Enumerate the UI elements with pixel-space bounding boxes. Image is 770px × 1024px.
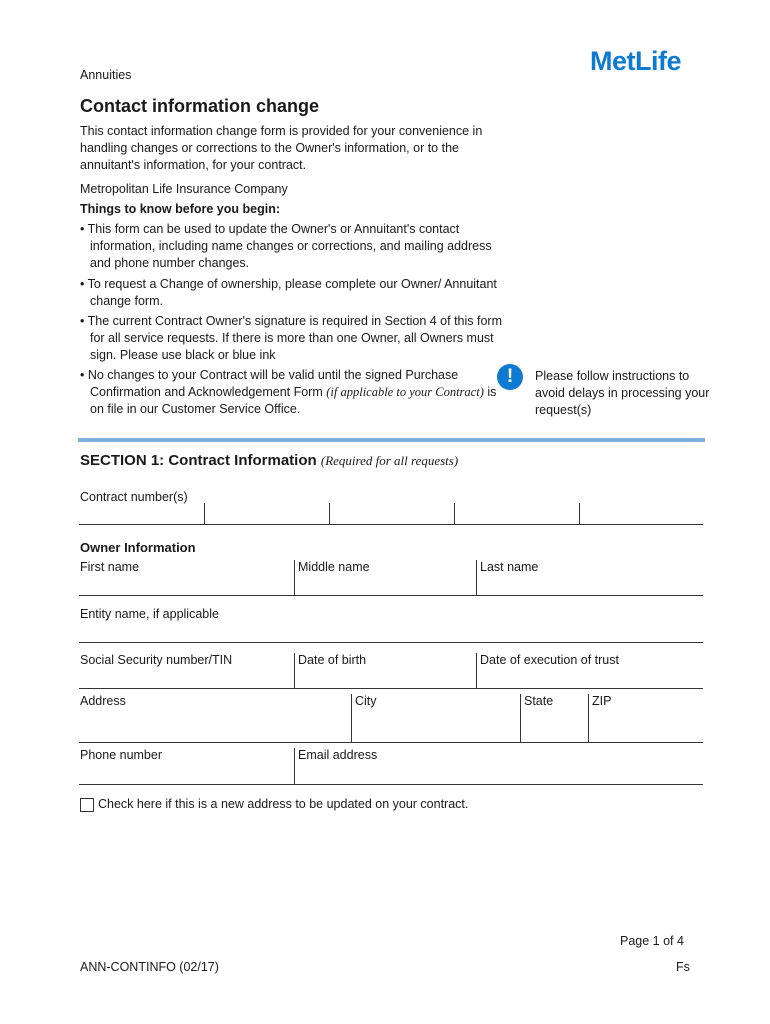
address-field[interactable]: [79, 712, 349, 742]
field-divider: [294, 560, 295, 595]
bullet-validity: [80, 367, 505, 418]
section1-note: (Required for all requests): [320, 453, 459, 468]
ssn-label: Social Security number/TIN: [80, 653, 233, 667]
contract-divider: [329, 503, 330, 524]
contract-divider: [204, 503, 205, 524]
contract-numbers-label: Contract number(s): [80, 490, 188, 504]
field-divider: [588, 694, 589, 742]
bullet-signature: • The current Contract Owner's signature is required in Section 4 of this form for all service requests. If there is more than one Owner, all Owners must sign. Please use black or blue ink: [80, 314, 502, 362]
company-name: Metropolitan Life Insurance Company: [80, 182, 288, 196]
contract-numbers-field[interactable]: [79, 502, 703, 524]
things-heading: Things to know before you begin:: [80, 202, 280, 216]
bullet-update-info: • This form can be used to update the Owner's or Annuitant's contact information, including name changes or corrections, and mailing address and phone number changes.: [80, 222, 492, 270]
middle-name-label: Middle name: [298, 560, 370, 574]
intro-text: This contact information change form is provided for your convenience in handling changes or corrections to the Owner's information, or to the annuitant's information, for your contract.: [80, 124, 483, 172]
exclamation-icon: !: [497, 364, 523, 390]
entity-name-label: Entity name, if applicable: [80, 607, 219, 621]
entity-name-field[interactable]: [79, 622, 703, 642]
address-row-underline: [79, 742, 703, 743]
bullet-validity-after: is on file in our Customer Service Office.: [90, 385, 497, 416]
bullet-change-ownership: • To request a Change of ownership, please complete our Owner/ Annuitant change form.: [80, 277, 497, 308]
section-divider: [78, 438, 705, 442]
owner-info-heading: Owner Information: [80, 540, 196, 555]
section1-title: [80, 452, 458, 469]
new-address-checkbox[interactable]: [80, 798, 94, 812]
section1-title-text: SECTION 1: Contract Information: [80, 452, 317, 469]
entity-row-underline: [79, 642, 703, 643]
city-label: City: [355, 694, 377, 708]
bullet-validity-before: • No changes to your Contract will be valid until the signed Purchase Confirmation and Acknowledgement Form: [80, 368, 459, 399]
field-divider: [351, 694, 352, 742]
last-name-field[interactable]: [478, 575, 703, 595]
form-code: Fs: [676, 960, 690, 974]
field-divider: [520, 694, 521, 742]
phone-row-underline: [79, 784, 703, 785]
zip-field[interactable]: [590, 712, 703, 742]
field-divider: [476, 560, 477, 595]
field-divider: [294, 748, 295, 784]
form-id: ANN-CONTINFO (02/17): [80, 960, 219, 974]
zip-label: ZIP: [592, 694, 612, 708]
dob-label: Date of birth: [298, 653, 367, 667]
email-field[interactable]: [296, 764, 703, 784]
contract-divider: [579, 503, 580, 524]
category-label: Annuities: [80, 68, 132, 82]
name-row-underline: [79, 595, 703, 596]
state-field[interactable]: [522, 712, 586, 742]
field-divider: [476, 653, 477, 688]
metlife-logo: MetLife: [590, 46, 681, 76]
ssn-field[interactable]: [79, 668, 293, 688]
last-name-label: Last name: [480, 560, 539, 574]
first-name-label: First name: [80, 560, 140, 574]
city-field[interactable]: [353, 712, 518, 742]
phone-label: Phone number: [80, 748, 163, 762]
state-label: State: [524, 694, 554, 708]
address-label: Address: [80, 694, 126, 708]
phone-field[interactable]: [79, 764, 293, 784]
notice-text: Please follow instructions to avoid delays in processing your request(s): [535, 369, 710, 417]
field-divider: [294, 653, 295, 688]
email-label: Email address: [298, 748, 378, 762]
first-name-field[interactable]: [79, 575, 293, 595]
contract-numbers-underline: [79, 524, 703, 525]
page-number: Page 1 of 4: [620, 934, 684, 948]
page-title: Contact information change: [80, 96, 320, 116]
ssn-row-underline: [79, 688, 703, 689]
trust-date-label: Date of execution of trust: [480, 653, 619, 667]
trust-date-field[interactable]: [478, 668, 703, 688]
bullet-validity-italic: (if applicable to your Contract): [326, 385, 484, 399]
dob-field[interactable]: [296, 668, 474, 688]
new-address-label: Check here if this is a new address to be updated on your contract.: [98, 797, 469, 811]
contract-divider: [454, 503, 455, 524]
middle-name-field[interactable]: [296, 575, 474, 595]
